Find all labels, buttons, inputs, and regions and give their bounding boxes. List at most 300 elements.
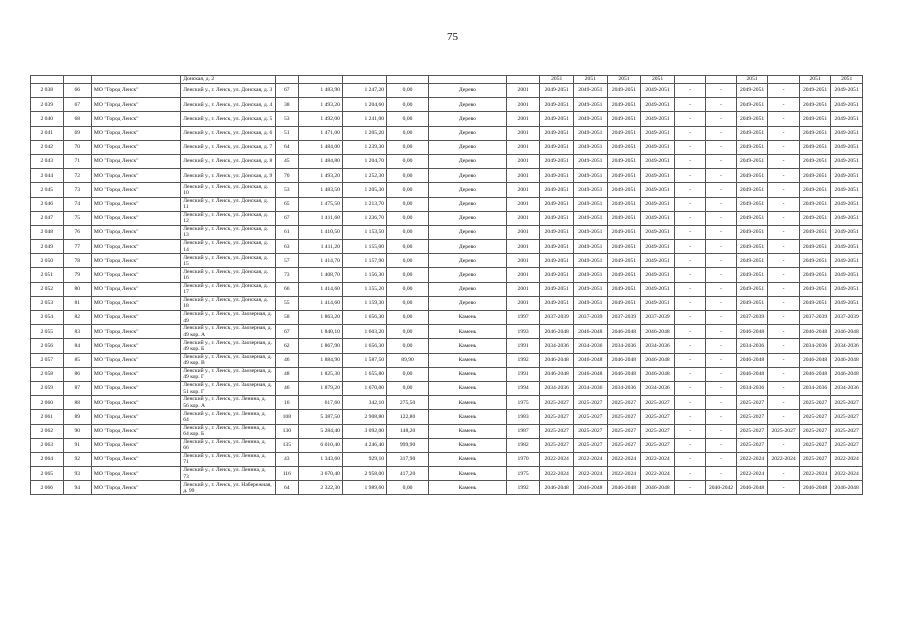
cell-period: 2025-2027: [641, 396, 675, 410]
cell-residents: 63: [275, 240, 298, 254]
cell-dash: -: [674, 211, 706, 225]
cell-municipality: МО "Город Ленск": [91, 339, 180, 353]
cell-period: 2049-2051: [540, 240, 574, 254]
cell-period: 2022-2024: [540, 467, 574, 481]
cell-period: 2049-2051: [574, 296, 608, 310]
cell-period: -: [706, 467, 736, 481]
cell-nonresidential-area: 0,00: [387, 282, 429, 296]
cell-period: -: [768, 282, 800, 296]
cell-municipality: МО "Город Ленск": [91, 396, 180, 410]
cell-living-area: 2 908,80: [342, 410, 386, 424]
cell-period: 2049-2051: [540, 183, 574, 197]
cell-period: -: [768, 311, 800, 325]
cell-period: 2049-2051: [799, 240, 831, 254]
cell-period: 2049-2051: [607, 254, 641, 268]
cell-index: 2 062: [31, 424, 64, 438]
cell-residents: 64: [275, 140, 298, 154]
cell-period: 2046-2048: [540, 481, 574, 495]
cell-index: 2 061: [31, 410, 64, 424]
cell-nonresidential-area: 0,00: [387, 169, 429, 183]
cell-wall-material: Камень: [429, 325, 507, 339]
cell-living-area: 1 247,20: [342, 84, 386, 98]
cell-period: -: [706, 367, 736, 381]
cell-period: 2046-2048: [736, 325, 768, 339]
cell-period: 2034-2036: [574, 381, 608, 395]
cell-address: Ленский у., г. Ленск, ул. Ленина, д. 66: [181, 438, 276, 452]
cell-period: 2049-2051: [736, 112, 768, 126]
cell-period: 2049-2051: [540, 282, 574, 296]
cell-period: 2025-2027: [607, 396, 641, 410]
cell-dash: -: [674, 353, 706, 367]
cell-dash: -: [674, 240, 706, 254]
cell-residents: 62: [275, 339, 298, 353]
cell-period: 2049-2051: [831, 84, 863, 98]
cell-total-area: 1 879,20: [298, 381, 342, 395]
cell-period: 2049-2051: [799, 254, 831, 268]
cell-wall-material: Камень: [429, 467, 507, 481]
cell-address: Донская, д. 2: [181, 76, 276, 84]
cell-period: 2025-2027: [736, 438, 768, 452]
cell-municipality: МО "Город Ленск": [91, 84, 180, 98]
table-row: [31, 410, 863, 424]
cell-period: 2022-2024: [831, 467, 863, 481]
cell-period: 2046-2048: [540, 353, 574, 367]
cell-period: 2025-2027: [768, 424, 800, 438]
cell-nonresidential-area: 0,00: [387, 481, 429, 495]
cell-period: 2049-2051: [736, 126, 768, 140]
cell-period: 2046-2048: [736, 353, 768, 367]
cell-period: 2049-2051: [574, 240, 608, 254]
cell-local-index: 81: [63, 296, 91, 310]
cell-period: 2049-2051: [831, 211, 863, 225]
cell-wall-material: Камень: [429, 424, 507, 438]
cell-period: 2025-2027: [831, 410, 863, 424]
cell-period: -: [706, 282, 736, 296]
cell-period: 2022-2024: [768, 452, 800, 466]
table-row: [31, 140, 863, 154]
cell-total-area: 1 411,20: [298, 240, 342, 254]
cell-index: 2 047: [31, 211, 64, 225]
cell-year-built: 1991: [506, 339, 540, 353]
cell-residents: 130: [275, 424, 298, 438]
table-row: [31, 183, 863, 197]
cell-period: -: [706, 296, 736, 310]
cell-period: 2034-2036: [831, 381, 863, 395]
cell-period: 2049-2051: [641, 211, 675, 225]
cell-address: Ленский у., г. Ленск, ул. Ленина, д. 56 кор. А: [181, 396, 276, 410]
cell-period: 2046-2048: [641, 367, 675, 381]
cell-wall-material: Камень: [429, 311, 507, 325]
cell-period: 2049-2051: [607, 84, 641, 98]
cell-period: 2049-2051: [607, 211, 641, 225]
cell-period: 2049-2051: [799, 296, 831, 310]
cell-period: -: [768, 240, 800, 254]
cell-year-built: 1975: [506, 467, 540, 481]
cell-period: 2049-2051: [641, 140, 675, 154]
cell-year-built: 2001: [506, 268, 540, 282]
cell-period: 2034-2036: [607, 339, 641, 353]
cell-period: 2049-2051: [574, 169, 608, 183]
cell-period: 2022-2024: [736, 452, 768, 466]
cell-residents: 67: [275, 211, 298, 225]
cell-living-area: 1 213,70: [342, 197, 386, 211]
cell-period: -: [768, 211, 800, 225]
cell-period: 2049-2051: [641, 225, 675, 239]
cell-residents: 73: [275, 268, 298, 282]
cell-nonresidential-area: 0,00: [387, 211, 429, 225]
cell-period: 2049-2051: [574, 282, 608, 296]
cell-municipality: МО "Город Ленск": [91, 254, 180, 268]
cell-wall-material: Дерево: [429, 268, 507, 282]
cell-period: -: [706, 98, 736, 112]
cell-period: 2049-2051: [607, 140, 641, 154]
cell-nonresidential-area: 317,90: [387, 452, 429, 466]
cell-municipality: МО "Город Ленск": [91, 211, 180, 225]
cell-residents: 16: [275, 396, 298, 410]
cell-municipality: МО "Город Ленск": [91, 424, 180, 438]
table-body: [31, 76, 863, 495]
cell-residents: 45: [275, 154, 298, 168]
table-row: [31, 367, 863, 381]
cell-nonresidential-area: 0,00: [387, 154, 429, 168]
cell-address: Ленский у., г. Ленск, ул. Донская, д. 17: [181, 282, 276, 296]
cell-address: Ленский у., г. Ленск, ул. Набережная, д. 99: [181, 481, 276, 495]
cell-living-area: 1 252,30: [342, 169, 386, 183]
cell-period: 2046-2048: [736, 481, 768, 495]
table-row: [31, 126, 863, 140]
cell-index: 2 059: [31, 381, 64, 395]
table-row: [31, 197, 863, 211]
cell-period: 2049-2051: [540, 126, 574, 140]
cell-living-area: 1 670,00: [342, 381, 386, 395]
cell-residents: 65: [275, 197, 298, 211]
cell-address: Ленский у., г. Ленск, ул. Донская, д. 8: [181, 154, 276, 168]
cell-dash: -: [674, 381, 706, 395]
cell-nonresidential-area: 122,80: [387, 410, 429, 424]
cell-period: 2025-2027: [799, 396, 831, 410]
cell-period: 2046-2048: [540, 367, 574, 381]
cell-period: 2049-2051: [831, 169, 863, 183]
cell-period: -: [706, 84, 736, 98]
cell-address: Ленский у., г. Ленск, ул. Донская, д. 16: [181, 268, 276, 282]
cell-index: 2 046: [31, 197, 64, 211]
cell-local-index: 74: [63, 197, 91, 211]
cell-wall-material: Дерево: [429, 211, 507, 225]
table-row: [31, 225, 863, 239]
cell-municipality: МО "Город Ленск": [91, 353, 180, 367]
cell-wall-material: Дерево: [429, 254, 507, 268]
cell-local-index: 88: [63, 396, 91, 410]
cell-local-index: 69: [63, 126, 91, 140]
cell-year-built: 2001: [506, 126, 540, 140]
cell-period: 2025-2027: [540, 410, 574, 424]
cell-period: 2049-2051: [799, 183, 831, 197]
table-row: [31, 112, 863, 126]
cell-total-area: 1 410,50: [298, 225, 342, 239]
cell-period: -: [768, 396, 800, 410]
cell-period: -: [768, 140, 800, 154]
cell-local-index: 76: [63, 225, 91, 239]
cell-total-area: 1 483,50: [298, 183, 342, 197]
cell-period: 2025-2027: [799, 424, 831, 438]
cell-year-built: 2001: [506, 225, 540, 239]
cell-dash: -: [674, 396, 706, 410]
cell-residents: 70: [275, 169, 298, 183]
cell-local-index: 94: [63, 481, 91, 495]
table-row: [31, 282, 863, 296]
cell-index: 2 042: [31, 140, 64, 154]
cell-total-area: 1 414,60: [298, 296, 342, 310]
cell-period: -: [706, 381, 736, 395]
cell-living-area: 1 656,30: [342, 339, 386, 353]
cell-year-built: 2001: [506, 112, 540, 126]
cell-wall-material: Камень: [429, 396, 507, 410]
cell-living-area: 1 155,20: [342, 282, 386, 296]
cell-local-index: 93: [63, 467, 91, 481]
cell-period: 2046-2048: [831, 325, 863, 339]
cell-period: -: [768, 254, 800, 268]
cell-period: -: [768, 367, 800, 381]
cell-living-area: 342,10: [342, 396, 386, 410]
cell-dash: -: [674, 183, 706, 197]
cell-period: 2034-2036: [641, 381, 675, 395]
cell-period: 2049-2051: [641, 268, 675, 282]
cell-address: Ленский у., г. Ленск, ул. Донская, д. 11: [181, 197, 276, 211]
cell: [768, 76, 800, 84]
cell-municipality: МО "Город Ленск": [91, 381, 180, 395]
cell-local-index: 92: [63, 452, 91, 466]
table-row: [31, 211, 863, 225]
cell-year-built: 1992: [506, 481, 540, 495]
cell-wall-material: Дерево: [429, 240, 507, 254]
cell-period: -: [706, 254, 736, 268]
cell-nonresidential-area: 0,00: [387, 98, 429, 112]
cell-wall-material: Дерево: [429, 197, 507, 211]
cell-period: -: [768, 197, 800, 211]
cell-period: 2049-2051: [641, 254, 675, 268]
cell-total-area: 1 867,90: [298, 339, 342, 353]
cell-residents: 116: [275, 467, 298, 481]
cell-address: Ленский у., г. Ленск, ул. Донская, д. 6: [181, 126, 276, 140]
cell-period: -: [768, 481, 800, 495]
cell-local-index: 82: [63, 311, 91, 325]
cell: [674, 76, 706, 84]
cell-period: -: [706, 183, 736, 197]
cell-index: 2 063: [31, 438, 64, 452]
cell-address: Ленский у., г. Ленск, ул. Заозерная, д. 49 кор. Б: [181, 339, 276, 353]
cell-period: 2049-2051: [607, 169, 641, 183]
cell-year-built: 2001: [506, 154, 540, 168]
cell-period: 2049-2051: [831, 126, 863, 140]
cell-year-built: 2001: [506, 211, 540, 225]
cell-period: 2046-2048: [831, 481, 863, 495]
cell-total-area: 1 492,00: [298, 112, 342, 126]
cell-period: 2049-2051: [736, 197, 768, 211]
cell-total-area: 1 343,60: [298, 452, 342, 466]
cell-total-area: 1 863,20: [298, 311, 342, 325]
cell-period: -: [706, 339, 736, 353]
cell-year-built: 1994: [506, 381, 540, 395]
cell-period: -: [706, 268, 736, 282]
cell-nonresidential-area: 0,00: [387, 197, 429, 211]
housing-register-table: [30, 75, 863, 495]
cell-period: 2049-2051: [641, 183, 675, 197]
cell-dash: -: [674, 98, 706, 112]
cell-period: 2037-2039: [607, 311, 641, 325]
cell-living-area: 1 236,70: [342, 211, 386, 225]
cell-residents: 67: [275, 325, 298, 339]
cell-period: 2025-2027: [574, 410, 608, 424]
cell-index: 2 044: [31, 169, 64, 183]
cell-period: 2049-2051: [607, 240, 641, 254]
cell-period: 2049-2051: [831, 296, 863, 310]
cell-period: 2049-2051: [641, 240, 675, 254]
cell-period: 2049-2051: [641, 169, 675, 183]
cell-wall-material: Дерево: [429, 183, 507, 197]
cell-index: 2 045: [31, 183, 64, 197]
cell-year-built: 2001: [506, 254, 540, 268]
cell-period: 2049-2051: [540, 268, 574, 282]
cell-local-index: 71: [63, 154, 91, 168]
cell-dash: -: [674, 367, 706, 381]
cell-period: 2049-2051: [736, 140, 768, 154]
cell-period: 2049-2051: [641, 112, 675, 126]
cell-address: Ленский у., г. Ленск, ул. Донская, д. 7: [181, 140, 276, 154]
cell-period: 2049-2051: [574, 225, 608, 239]
cell-period: 2049-2051: [574, 268, 608, 282]
cell-address: Ленский у., г. Ленск, ул. Донская, д. 15: [181, 254, 276, 268]
cell-period: 2037-2039: [641, 311, 675, 325]
table-row: [31, 240, 863, 254]
cell-period: 2049-2051: [799, 268, 831, 282]
cell-period: 2046-2048: [574, 325, 608, 339]
table-row: [31, 154, 863, 168]
cell-period: 2046-2048: [641, 325, 675, 339]
cell-living-area: 3 092,00: [342, 424, 386, 438]
cell-year-built: 1987: [506, 424, 540, 438]
cell-total-area: 1 884,90: [298, 353, 342, 367]
cell-period: 2049-2051: [574, 254, 608, 268]
cell-municipality: МО "Город Ленск": [91, 325, 180, 339]
cell-period: 2034-2036: [736, 381, 768, 395]
cell-wall-material: Камень: [429, 481, 507, 495]
cell-period: 2049-2051: [736, 211, 768, 225]
cell-period: -: [706, 197, 736, 211]
cell-wall-material: Камень: [429, 353, 507, 367]
cell-total-area: 617,60: [298, 396, 342, 410]
cell-municipality: МО "Город Ленск": [91, 481, 180, 495]
cell-dash: -: [674, 325, 706, 339]
cell-year-built: 2001: [506, 240, 540, 254]
table-row: [31, 353, 863, 367]
cell-index: 2 039: [31, 98, 64, 112]
cell-address: Ленский у., г. Ленск, ул. Донская, д. 13: [181, 225, 276, 239]
cell-address: Ленский у., г. Ленск, ул. Донская, д. 9: [181, 169, 276, 183]
cell-period: 2049-2051: [574, 211, 608, 225]
cell-local-index: 70: [63, 140, 91, 154]
cell-period: 2049-2051: [641, 296, 675, 310]
cell-period: 2022-2024: [799, 467, 831, 481]
cell-living-area: 1 989,60: [342, 481, 386, 495]
cell-period: 2049-2051: [831, 254, 863, 268]
cell-period: 2049-2051: [607, 183, 641, 197]
cell-nonresidential-area: 0,00: [387, 140, 429, 154]
cell-municipality: МО "Город Ленск": [91, 183, 180, 197]
cell-period: 2025-2027: [736, 396, 768, 410]
cell-index: 2 058: [31, 367, 64, 381]
cell-period: 2049-2051: [574, 126, 608, 140]
cell-total-area: 1 414,70: [298, 254, 342, 268]
cell-period: 2049-2051: [540, 225, 574, 239]
cell-period: 2049-2051: [831, 98, 863, 112]
cell-nonresidential-area: 0,00: [387, 325, 429, 339]
cell-year-built: 2001: [506, 296, 540, 310]
cell-address: Ленский у., г. Ленск, ул. Заозерная, д. 49 кор. А: [181, 325, 276, 339]
cell-wall-material: Камень: [429, 367, 507, 381]
cell-residents: 38: [275, 98, 298, 112]
cell-total-area: 1 471,00: [298, 126, 342, 140]
cell-nonresidential-area: 0,00: [387, 296, 429, 310]
cell-wall-material: Дерево: [429, 169, 507, 183]
cell-index: 2 043: [31, 154, 64, 168]
cell-period: 2049-2051: [799, 197, 831, 211]
cell-period: 2046-2048: [799, 367, 831, 381]
cell-index: 2 041: [31, 126, 64, 140]
cell-living-area: 1 205,20: [342, 126, 386, 140]
cell-residents: 66: [275, 282, 298, 296]
cell-period: 2049-2051: [799, 154, 831, 168]
table-row: [31, 296, 863, 310]
cell-period: 2034-2036: [641, 339, 675, 353]
cell-period: -: [706, 438, 736, 452]
cell-period: 2049-2051: [736, 183, 768, 197]
cell-wall-material: Дерево: [429, 98, 507, 112]
cell-period: 2025-2027: [540, 438, 574, 452]
cell-period: 2049-2051: [607, 197, 641, 211]
cell-living-area: 1 204,70: [342, 154, 386, 168]
cell-year-built: 2001: [506, 84, 540, 98]
cell-total-area: 1 840,10: [298, 325, 342, 339]
cell-living-area: 4 246,40: [342, 438, 386, 452]
cell-period: 2022-2024: [574, 467, 608, 481]
cell-municipality: МО "Город Ленск": [91, 140, 180, 154]
cell-period: 2037-2039: [574, 311, 608, 325]
cell-period: 2049-2051: [540, 169, 574, 183]
cell-address: Ленский у., г. Ленск, ул. Донская, д. 4: [181, 98, 276, 112]
cell-residents: 57: [275, 254, 298, 268]
cell-living-area: 1 241,00: [342, 112, 386, 126]
cell-total-area: 1 825,30: [298, 367, 342, 381]
cell-total-area: 1 475,50: [298, 197, 342, 211]
cell-period: -: [768, 325, 800, 339]
cell-period: 2049-2051: [736, 84, 768, 98]
cell-period: 2022-2024: [641, 467, 675, 481]
cell-wall-material: Камень: [429, 452, 507, 466]
cell-municipality: МО "Город Ленск": [91, 311, 180, 325]
cell-period: 2025-2027: [799, 410, 831, 424]
cell-period: 2049-2051: [641, 282, 675, 296]
cell-period: 2025-2027: [799, 452, 831, 466]
cell-year-built: 1992: [506, 353, 540, 367]
cell-address: Ленский у., г. Ленск, ул. Донская, д. 12: [181, 211, 276, 225]
cell-residents: 43: [275, 452, 298, 466]
cell-period: 2046-2048: [799, 481, 831, 495]
cell-period: 2049-2051: [736, 268, 768, 282]
cell-wall-material: Дерево: [429, 282, 507, 296]
cell: [91, 76, 180, 84]
cell-year-built: 2001: [506, 169, 540, 183]
cell-dash: -: [674, 126, 706, 140]
